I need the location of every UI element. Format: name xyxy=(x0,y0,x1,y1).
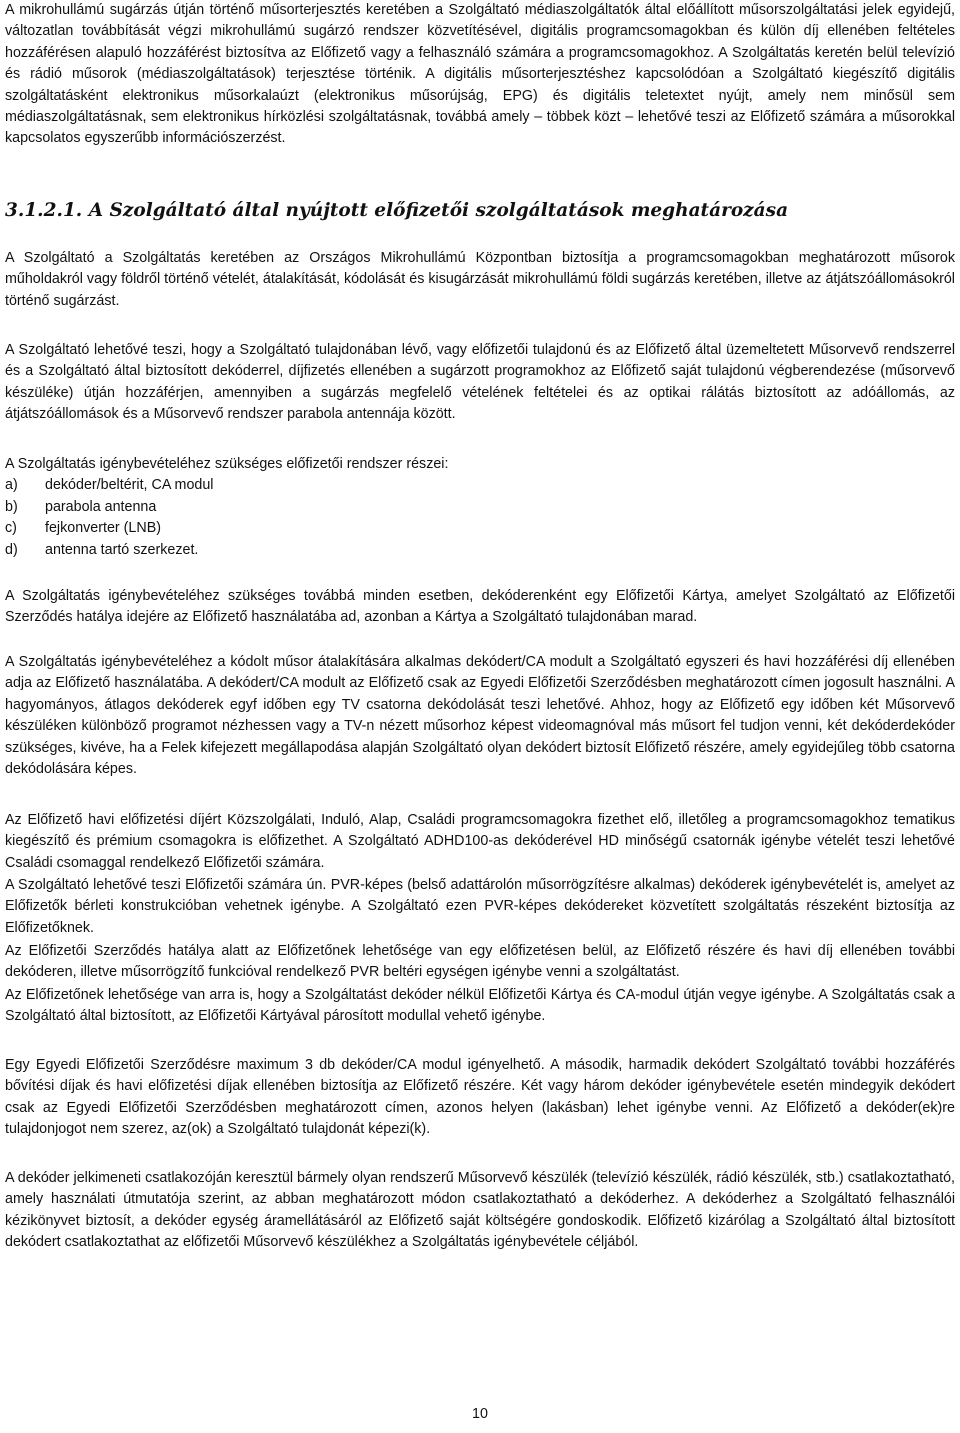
paragraph-text: A Szolgáltató lehetővé teszi Előfizetői számára ún. PVR-képes (belső adattárolón műsorrögzítésre alkalmas) dekóderek igénybevételét is, amelyet az Előfizetők bérleti konstrukcióban vehetnek igénybe. A Szolgáltató ezen PVR-képes dekódereket közvetített szolgáltatás részeként biztosítja az Előfizetőknek. xyxy=(5,877,955,936)
paragraph-packages xyxy=(5,810,955,874)
list-item xyxy=(5,497,955,518)
paragraph-pvr xyxy=(5,875,955,939)
list-item-text: dekóder/beltérit, CA modul xyxy=(45,477,214,494)
list-item-text: antenna tartó szerkezet. xyxy=(45,541,199,558)
list-marker: d) xyxy=(5,541,18,558)
paragraph-text: Az Előfizetőnek lehetősége van arra is, hogy a Szolgáltatást dekóder nélkül Előfizetői Kártya és CA-modul útján vegye igénybe. A Szolgáltatás csak a Szolgáltató által biztosított, az Előfizetői Kártyával párosított modullal vehető igénybe. xyxy=(5,987,955,1025)
paragraph-intro xyxy=(5,0,955,150)
list-marker: a) xyxy=(5,477,18,494)
paragraph-ca-module xyxy=(5,985,955,1028)
paragraph-max-decoders xyxy=(5,1055,955,1141)
paragraph-system-parts xyxy=(5,454,955,561)
paragraph-text: Egy Egyedi Előfizetői Szerződésre maximum 3 db dekóder/CA modul igényelhető. A második, harmadik dekódert Szolgáltató további hozzáférés bővítési díjak és havi előfizetési díjak ellenében biztosítja az Előfizető részére. Két vagy három dekóder igénybevétele esetén mindegyik dekódert csak az Egyedi Előfizetői Szerződésben meghatározott címen, azonos helyen (lakásban) lehet igénybe venni. Az Előfizető a dekóder(ek)re tulajdonjogot nem szerez, az(ok) a Szolgáltató tulajdonát képezi(k). xyxy=(5,1057,955,1138)
list-marker: b) xyxy=(5,498,18,515)
paragraph-text: A mikrohullámú sugárzás útján történő műsorterjesztés keretében a Szolgáltató médiaszolgáltatók által előállított műsorszolgáltatási jelek egyidejű, változatlan továbbítását végzi mikrohullámú sugárzó rendszer közvetítésével, digitális programcsomagokban és külön díj ellenében feltételes hozzáférésen alapuló hozzáférést biztosítva az Előfizető vagy a felhasználó számára a programcsomagokhoz. A Szolgáltatás keretén belül televízió és rádió műsorok (médiaszolgáltatások) terjesztése történik. A digitális műsorterjesztéshez kapcsolódóan a Szolgáltató kiegészítő digitális szolgáltatásként elektronikus műsorkalaúzt (elektronikus műsorújság, EPG) és digitális teletextet nyújt, amely nem minősül sem médiaszolgáltatásnak, sem elektronikus hírközlési szolgáltatásnak, továbbá amely – többek közt – lehetővé teszi az Előfizető számára a műsorokkal kapcsolatos egyszerűbb információszerzést. xyxy=(5,2,955,147)
paragraph-card xyxy=(5,586,955,629)
paragraph-connection xyxy=(5,1168,955,1254)
section-heading-block xyxy=(5,199,955,223)
paragraph-text: A Szolgáltatás igénybevételéhez a kódolt műsor átalakítására alkalmas dekódert/CA modult a Szolgáltató egyszeri és havi hozzáférési díj ellenében adja az Előfizető használatába. A dekódert/CA modult az Előfizető csak az Egyedi Előfizetői Szerződésben meghatározott címen jogosult használni. A hagyományos, átlagos dekóderek egyf időben egy TV csatorna dekódolását teszi lehetővé. Ahhoz, hogy az Előfizető egy időben két Műsorvevő készüléken különböző programot nézhessen vagy a TV-n nézett műsorhoz képest videomagnóval más műsort fel tudjon venni, két dekóderdekóder szükséges, kivéve, ha a Felek kifejezett megállapodása alapján Szolgáltató olyan dekódert biztosít Előfizető részére, amely egyidejűleg több csatorna dekódolására képes. xyxy=(5,654,955,778)
list-item xyxy=(5,475,955,496)
paragraph-extra-decoder xyxy=(5,941,955,984)
page-number: 10 xyxy=(472,1406,488,1422)
paragraph-text: A dekóder jelkimeneti csatlakozóján keresztül bármely olyan rendszerű Műsorvevő készülék (televízió készülék, rádió készülék, stb.) csatlakoztatható, amely használati útmutatója szerint, az abban meghatározott módon csatlakoztatható a dekóderhez. A dekóderhez a Szolgáltató felhasználói kézikönyvet biztosít, a dekóder egység áramellátásáról az Előfizető saját költségére gondoskodik. Előfizető kizárólag a Szolgáltató által biztosított dekódert csatlakoztathat az előfizetői Műsorvevő készülékhez a Szolgáltatás igénybevétele céljából. xyxy=(5,1170,955,1251)
list-item xyxy=(5,518,955,539)
list-marker: c) xyxy=(5,520,17,537)
list-item-text: fejkonverter (LNB) xyxy=(45,520,162,537)
paragraph-text: A Szolgáltatás igénybevételéhez szükséges előfizetői rendszer részei: xyxy=(5,456,449,472)
paragraph-text: Az Előfizető havi előfizetési díjért Közszolgálati, Induló, Alap, Családi programcsomagokra fizethet elő, illetőleg a programcsomagokhoz tematikus kiegészítő és prémium csomagokra is előfizethet. A Szolgáltató ADHD100-as dekóderével HD minőségű csatornák igénybe vételét teszi lehetővé Családi csomaggal rendelkező Előfizetői számára. xyxy=(5,812,955,871)
system-parts-list xyxy=(5,475,955,561)
paragraph-text: A Szolgáltató lehetővé teszi, hogy a Szolgáltató tulajdonában lévő, vagy előfizetői tulajdonú és az Előfizető által üzemeltetett Műsorvevő rendszerrel és a Szolgáltató által biztosított dekóderrel, díjfizetés ellenében a sugárzott programokhoz az Előfizető saját tulajdonú végberendezése (műsorvevő készüléke) útján hozzáférjen, amennyiben a sugárzás megfelelő vételének feltételei és az optikai rálátás biztosított az adóállomás, az átjátszóállomások és a Műsorvevő rendszer parabola antennája között. xyxy=(5,342,955,423)
paragraph-broadcast xyxy=(5,248,955,312)
paragraph-text: A Szolgáltató a Szolgáltatás keretében az Országos Mikrohullámú Központban biztosítja a programcsomagokban meghatározott műsorok műholdakról vagy földről történő vételét, átalakítását, kódolását és kisugárzását mikrohullámú földi sugárzás keretében, illetve az átjátszóállomásokról történő sugárzást. xyxy=(5,250,955,309)
section-heading: 3.1.2.1. A Szolgáltató által nyújtott előfizetői szolgáltatások meghatározása xyxy=(5,200,789,221)
paragraph-text: A Szolgáltatás igénybevételéhez szükséges továbbá minden esetben, dekóderenként egy Előfizetői Kártya, amelyet Szolgáltató az Előfizetői Szerződés hatálya idejére az Előfizető használatába ad, azonban a Kártya a Szolgáltató tulajdonában marad. xyxy=(5,588,955,626)
paragraph-access xyxy=(5,340,955,426)
list-item xyxy=(5,540,955,561)
paragraph-text: Az Előfizetői Szerződés hatálya alatt az Előfizetőnek lehetősége van egy előfizetésen belül, az Előfizető részére és havi díj ellenében további dekóderen, illetve műsorrögzítő funkcióval rendelkező PVR beltéri egységen igénybe venni a szolgáltatást. xyxy=(5,943,955,981)
paragraph-decoder xyxy=(5,652,955,780)
list-item-text: parabola antenna xyxy=(45,498,157,515)
